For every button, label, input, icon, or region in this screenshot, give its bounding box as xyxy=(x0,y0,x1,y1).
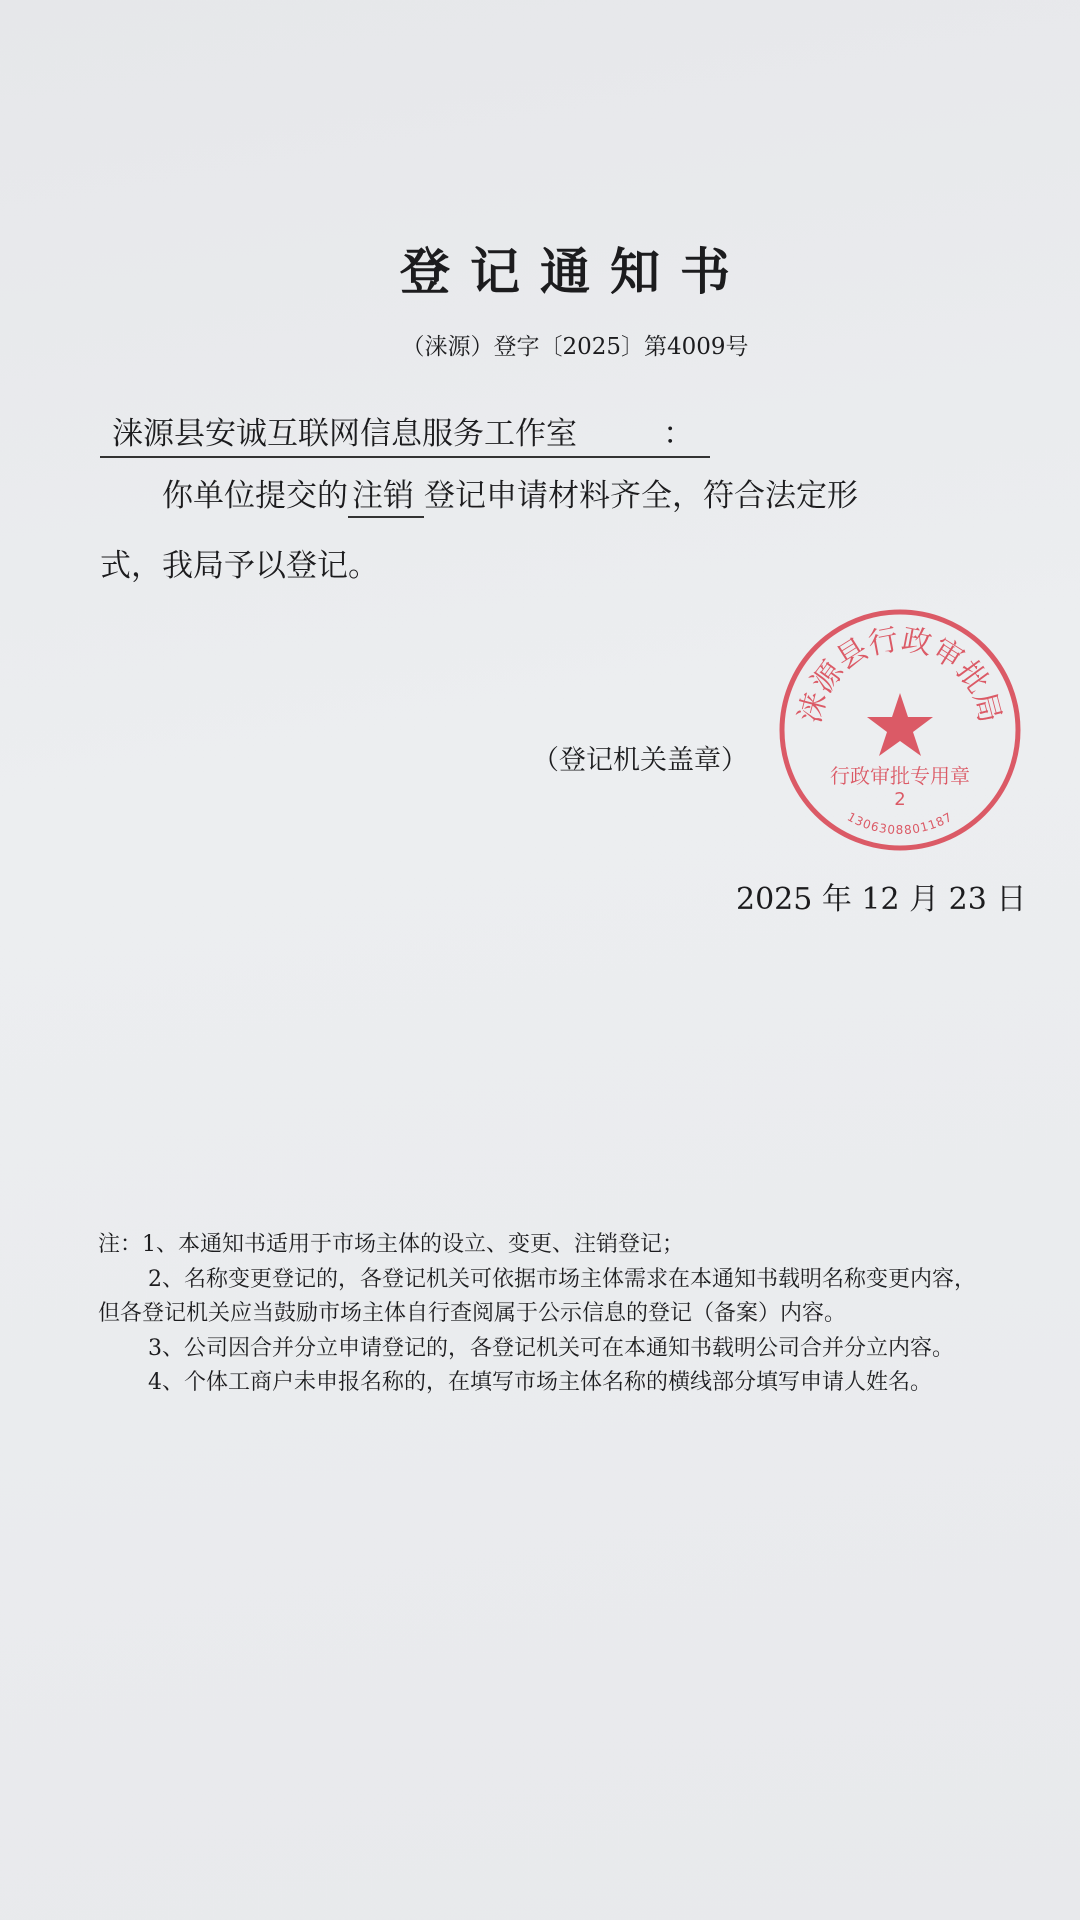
note-item: 但各登记机关应当鼓励市场主体自行查阅属于公示信息的登记（备案）内容。 xyxy=(98,1301,847,1326)
addressee-line xyxy=(100,412,710,458)
seal-number: 2 xyxy=(894,789,906,810)
seal-label: （登记机关盖章） xyxy=(532,745,748,776)
seal-code: 1306308801187 xyxy=(844,809,956,838)
document-number: （涞源）登字〔2025〕第4009号 xyxy=(401,334,749,360)
addressee-name: 涞源县安诚互联网信息服务工作室 xyxy=(112,416,577,452)
note-item: 4、个体工商户未申报名称的，在填写市场主体名称的横线部分填写申请人姓名。 xyxy=(148,1370,932,1395)
official-seal xyxy=(775,605,1025,855)
seal-arc-text: 涞源县行政审批局 xyxy=(792,622,1008,727)
notes-section xyxy=(98,1228,976,1401)
note-item: 2、名称变更登记的，各登记机关可依据市场主体需求在本通知书载明名称变更内容， xyxy=(148,1266,976,1292)
addressee-colon: ： xyxy=(663,416,694,452)
body-prefix: 你单位提交的 xyxy=(162,478,348,514)
document-title: 登记通知书 xyxy=(400,243,750,301)
note-item: 注：1、本通知书适用于市场主体的设立、变更、注销登记； xyxy=(98,1232,684,1257)
body-line-2: 式，我局予以登记。 xyxy=(100,548,379,584)
registration-type: 注销 xyxy=(348,476,424,518)
body-suffix: 登记申请材料齐全，符合法定形 xyxy=(424,478,858,514)
seal-star-icon xyxy=(867,693,933,756)
issue-date: 2025 年 12 月 23 日 xyxy=(736,882,1027,917)
body-line-1 xyxy=(162,474,858,518)
note-item: 3、公司因合并分立申请登记的，各登记机关可在本通知书载明公司合并分立内容。 xyxy=(148,1335,954,1361)
seal-center-text: 行政审批专用章 xyxy=(830,764,970,788)
